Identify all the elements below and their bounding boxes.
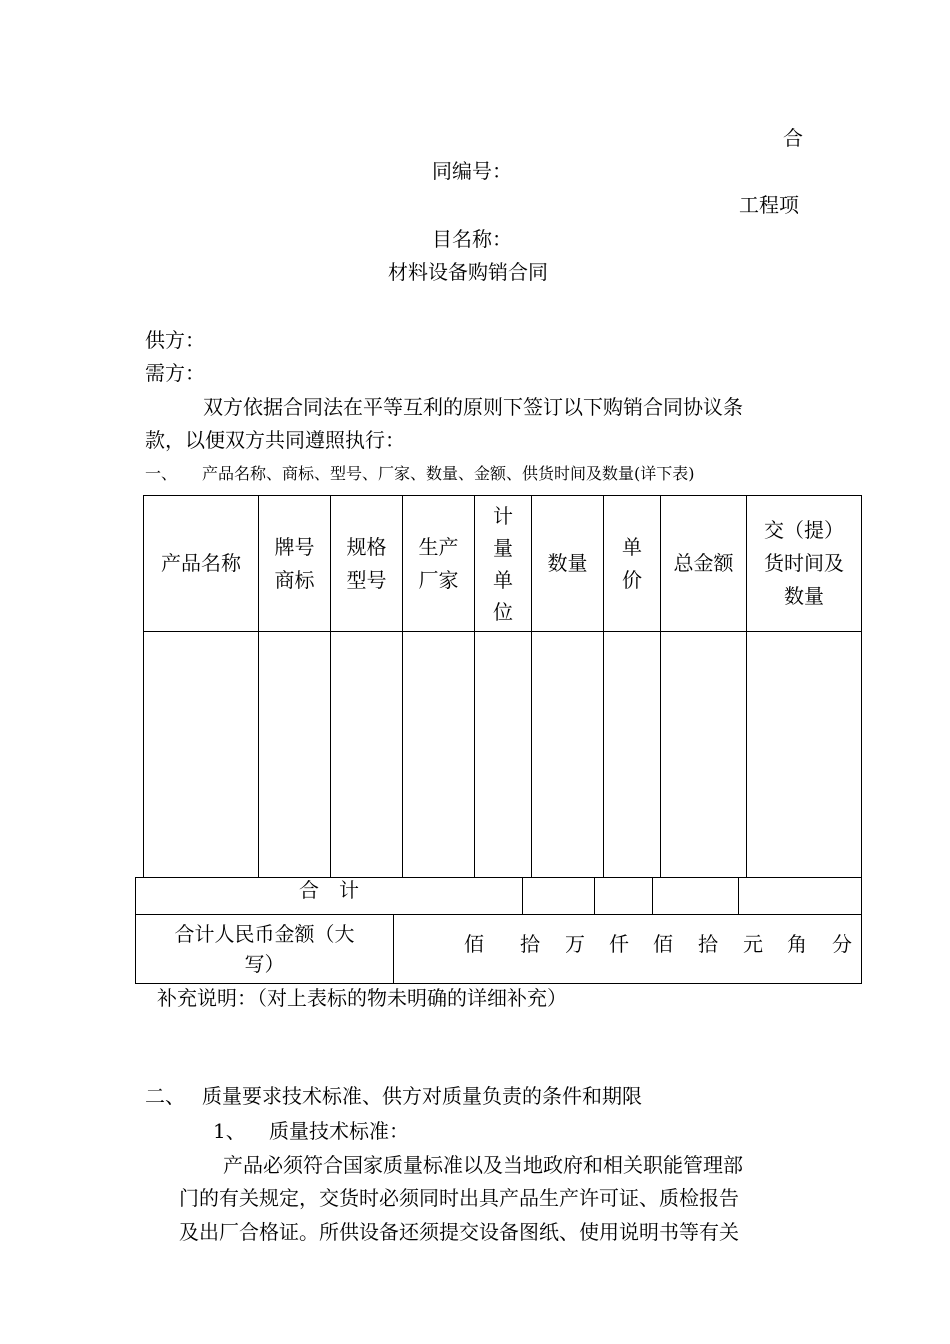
section2-sub1-title: 质量技术标准：: [269, 1119, 409, 1143]
col-header-quantity: 数量: [547, 551, 588, 575]
section2-para-line-1: 产品必须符合国家质量标准以及当地政府和相关职能管理部: [223, 1153, 743, 1177]
intro-line-2: 款，以便双方共同遵照执行：: [145, 428, 405, 452]
rmb-unit: 分: [832, 932, 852, 956]
col-header-total-amount: 总金额: [673, 551, 734, 575]
rmb-unit: 仟: [609, 932, 629, 956]
rmb-unit: 万: [565, 932, 585, 956]
section2-sub1-number: 1、: [213, 1119, 246, 1143]
col-header-product-name: 产品名称: [161, 551, 241, 575]
total-label: 合 计: [299, 877, 359, 902]
rmb-unit: 拾: [520, 932, 540, 956]
contract-no-part1: 合: [783, 126, 803, 150]
contract-no-part2: 同编号：: [432, 159, 512, 183]
section2-number: 二、: [145, 1084, 185, 1108]
rmb-amount-label: 合计人民币金额（大 写）: [174, 922, 355, 976]
rmb-unit: 元: [743, 932, 763, 956]
section1-title: 产品名称、商标、型号、厂家、数量、金额、供货时间及数量(详下表): [202, 464, 695, 483]
rmb-unit: 佰: [653, 932, 673, 956]
col-header-manufacturer: 生产 厂家: [418, 534, 459, 592]
section2-title: 质量要求技术标准、供方对质量负责的条件和期限: [202, 1084, 642, 1108]
col-header-spec-model: 规格 型号: [346, 534, 387, 592]
col-header-unit: 计 量 单 位: [493, 503, 513, 624]
supplier-label: 供方：: [145, 328, 205, 352]
col-header-brand: 牌号 商标: [274, 534, 315, 592]
section2-para-line-2: 门的有关规定，交货时必须同时出具产品生产许可证、质检报告: [179, 1186, 739, 1210]
buyer-label: 需方：: [145, 361, 205, 385]
project-name-part2: 目名称：: [432, 227, 512, 251]
project-name-part1: 工程项: [739, 193, 799, 217]
section1-number: 一、: [145, 464, 178, 483]
page-title: 材料设备购销合同: [388, 260, 548, 284]
rmb-unit: 角: [787, 932, 807, 956]
col-header-delivery: 交（提） 货时间及 数量: [764, 518, 844, 608]
intro-line-1: 双方依据合同法在平等互利的原则下签订以下购销合同协议条: [203, 395, 743, 419]
supplement-note: 补充说明：（对上表标的物未明确的详细补充）: [157, 986, 567, 1010]
section2-para-line-3: 及出厂合格证。所供设备还须提交设备图纸、使用说明书等有关: [179, 1220, 739, 1244]
col-header-unit-price: 单 价: [622, 534, 642, 592]
rmb-unit: 佰: [464, 932, 484, 956]
rmb-unit: 拾: [698, 932, 718, 956]
